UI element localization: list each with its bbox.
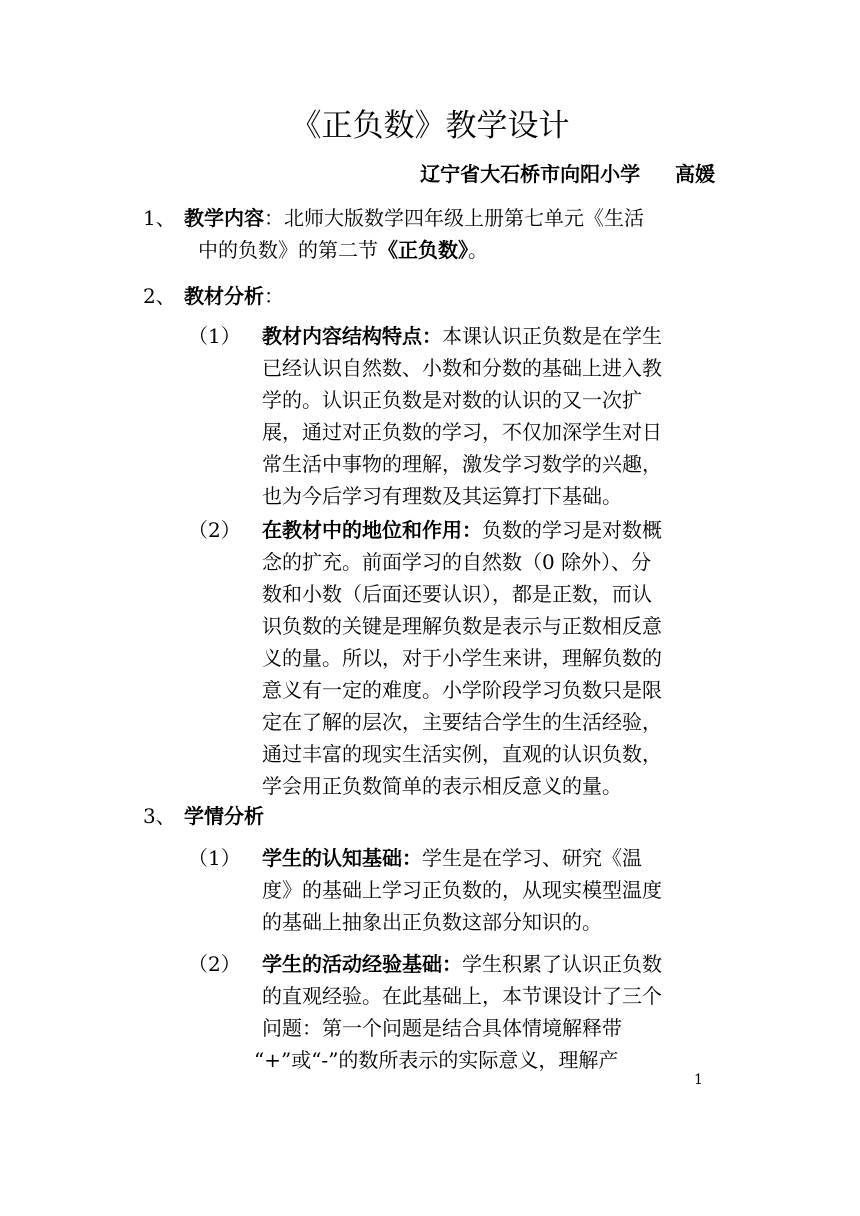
section-label: 学情分析 <box>184 804 264 828</box>
subsection-label: 教材内容结构特点： <box>262 324 442 348</box>
subsection-body <box>254 948 724 1076</box>
text-line: 意义有一定的难度。小学阶段学习负数只是限 <box>262 678 662 702</box>
text-line: 也为今后学习有理数及其运算打下基础。 <box>262 484 622 508</box>
section-number: 1、 <box>143 206 176 230</box>
section-1 <box>0 202 860 272</box>
document-title: 《正负数》教学设计 <box>290 108 570 144</box>
text-line: 定在了解的层次，主要结合学生的生活经验， <box>262 710 662 734</box>
section-number: 3、 <box>143 804 176 828</box>
section-tail: 。 <box>468 238 488 262</box>
text-line: 常生活中事物的理解，激发学习数学的兴趣， <box>262 452 662 476</box>
subsection-body <box>262 514 724 802</box>
text-line: 义的量。所以，对于小学生来讲，理解负数的 <box>262 646 662 670</box>
section-body <box>184 800 724 832</box>
section-label: 教学内容 <box>184 206 264 230</box>
subsection-2-1 <box>0 320 860 520</box>
section-label: 教材分析 <box>184 284 264 308</box>
subsection-number: （1） <box>188 324 241 348</box>
text-line: 的基础上抽象出正负数这部分知识的。 <box>262 910 602 934</box>
subsection-2-2 <box>0 514 860 814</box>
subsection-number: （1） <box>188 846 241 870</box>
section-text: ： <box>264 284 284 308</box>
text-line: “+”或“-”的数所表示的实际意义，理解产 <box>254 1048 619 1072</box>
text-line: 的直观经验。在此基础上，本节课设计了三个 <box>262 984 662 1008</box>
section-number: 2、 <box>143 284 176 308</box>
text-line: 学生积累了认识正负数 <box>462 952 662 976</box>
section-3 <box>0 800 860 834</box>
text-line: 学生是在学习、研究《温 <box>422 846 642 870</box>
section-body <box>184 280 724 312</box>
page-number: 1 <box>694 1072 703 1088</box>
text-line: 念的扩充。前面学习的自然数（0 除外）、分 <box>262 550 652 574</box>
text-line: 展，通过对正负数的学习，不仅加深学生对日 <box>262 420 662 444</box>
section-bold-tail: 《正负数》 <box>378 238 468 262</box>
subsection-label: 在教材中的地位和作用： <box>262 518 482 542</box>
text-line: 学的。认识正负数是对数的认识的又一次扩 <box>262 388 642 412</box>
text-line: 数和小数（后面还要认识），都是正数，而认 <box>262 582 652 606</box>
text-line: 识负数的关键是理解负数是表示与正数相反意 <box>262 614 662 638</box>
author-line: 辽宁省大石桥市向阳小学 高媛 <box>420 162 715 186</box>
section-body <box>184 202 724 266</box>
text-line: 度》的基础上学习正负数的，从现实模型温度 <box>262 878 662 902</box>
text-line: 通过丰富的现实生活实例，直观的认识负数， <box>262 742 662 766</box>
text-line: 本课认识正负数是在学生 <box>442 324 662 348</box>
text-line: 负数的学习是对数概 <box>482 518 662 542</box>
section-text-line: ：北师大版数学四年级上册第七单元《生活 <box>264 206 644 230</box>
subsection-3-2 <box>0 948 860 1082</box>
subsection-number: （2） <box>188 952 241 976</box>
subsection-number: （2） <box>188 518 241 542</box>
subsection-label: 学生的活动经验基础： <box>262 952 462 976</box>
text-line: 已经认识自然数、小数和分数的基础上进入教 <box>262 356 662 380</box>
text-line: 学会用正负数简单的表示相反意义的量。 <box>262 774 622 798</box>
subsection-label: 学生的认知基础： <box>262 846 422 870</box>
section-2 <box>0 280 860 314</box>
subsection-body <box>262 320 724 512</box>
text-line: 问题：第一个问题是结合具体情境解释带 <box>262 1016 622 1040</box>
subsection-3-1 <box>0 842 860 942</box>
subsection-body <box>262 842 724 938</box>
section-text-line: 中的负数》的第二节 <box>198 238 378 262</box>
